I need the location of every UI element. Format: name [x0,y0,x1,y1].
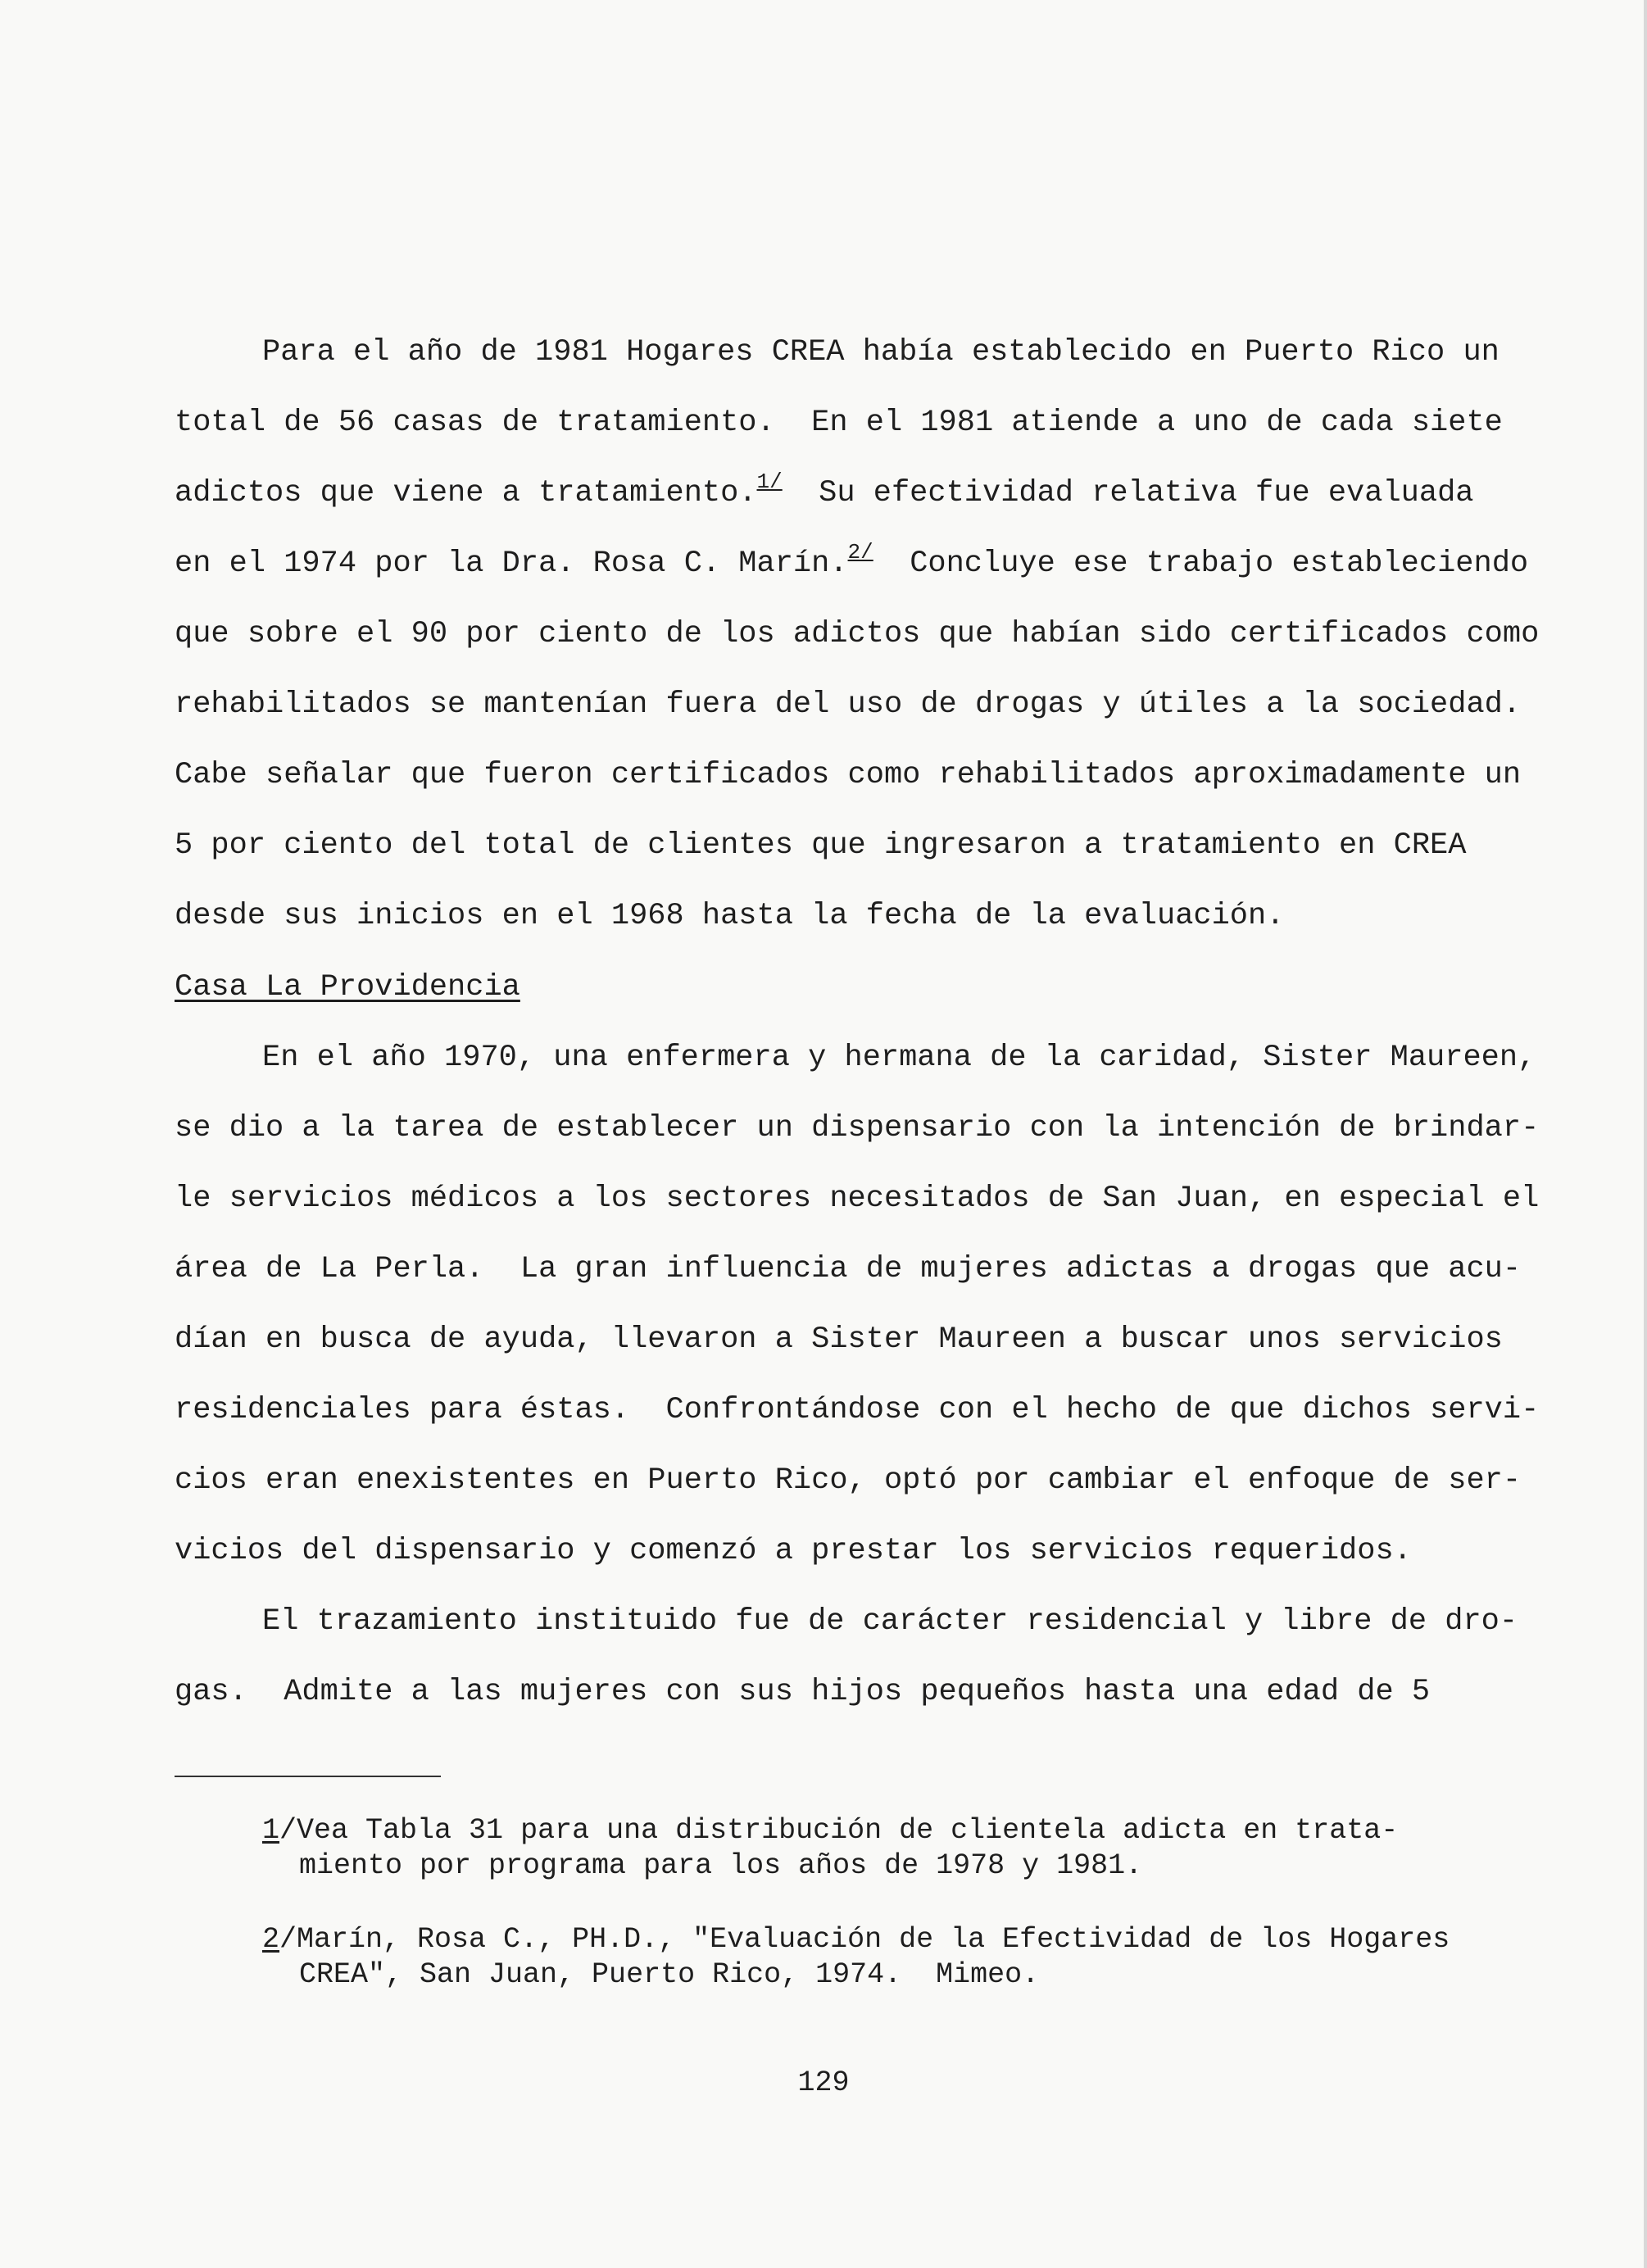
paragraph-line: desde sus inicios en el 1968 hasta la fecha de la evaluación. [175,899,1285,933]
footnote-text: /Vea Tabla 31 para una distribución de clientela adicta en trata- [279,1814,1399,1847]
paragraph-text: Su efectividad relativa fue evaluada [819,476,1474,510]
footnote-text: CREA", San Juan, Puerto Rico, 1974. Mimeo. [299,1958,1040,1991]
paragraph-line: total de 56 casas de tratamiento. En el 1981 atiende a uno de cada siete [175,406,1503,440]
footnote-ref-2: 2/ [847,540,873,565]
paragraph-line [175,469,1474,511]
paragraph-text: en el 1974 por la Dra. Rosa C. Marín. [175,547,848,581]
footnote-number: 2 [262,1923,280,1956]
paragraph-line: En el año 1970, una enfermera y hermana de la caridad, Sister Maureen, [262,1041,1536,1075]
paragraph-line: Para el año de 1981 Hogares CREA había establecido en Puerto Rico un [262,335,1500,370]
paragraph-line: gas. Admite a las mujeres con sus hijos pequeños hasta una edad de 5 [175,1675,1431,1709]
footnote-text: miento por programa para los años de 1978 y 1981. [299,1849,1143,1882]
paragraph-line: área de La Perla. La gran influencia de mujeres adictas a drogas que acu- [175,1252,1522,1286]
paragraph-line: que sobre el 90 por ciento de los adictos que habían sido certificados como [175,617,1540,651]
paragraph-line: vicios del dispensario y comenzó a prestar los servicios requeridos. [175,1534,1412,1568]
footnote-2 [262,1922,1450,1993]
paragraph-line: Cabe señalar que fueron certificados como rehabilitados aproximadamente un [175,758,1522,792]
paragraph-text: adictos que viene a tratamiento. [175,476,757,510]
paragraph-line: El trazamiento instituido fue de carácter residencial y libre de dro- [262,1604,1518,1639]
footnote-separator [175,1776,441,1777]
footnote-1 [262,1813,1398,1884]
section-heading: Casa La Providencia [175,970,520,1005]
paragraph-text: Concluye ese trabajo estableciendo [910,547,1529,581]
paragraph-line: rehabilitados se mantenían fuera del uso de drogas y útiles a la sociedad. [175,687,1522,722]
paragraph-line [175,540,1529,582]
footnote-number: 1 [262,1814,280,1847]
paragraph-line: se dio a la tarea de establecer un dispensario con la intención de brindar- [175,1111,1540,1145]
paragraph-line: cios eran enexistentes en Puerto Rico, optó por cambiar el enfoque de ser- [175,1463,1522,1498]
footnote-text: /Marín, Rosa C., PH.D., "Evaluación de la Efectividad de los Hogares [279,1923,1450,1956]
paragraph-line: dían en busca de ayuda, llevaron a Sister Maureen a buscar unos servicios [175,1322,1503,1357]
paragraph-line: 5 por ciento del total de clientes que ingresaron a tratamiento en CREA [175,828,1467,863]
paragraph-line: le servicios médicos a los sectores necesitados de San Juan, en especial el [175,1182,1540,1216]
paragraph-line: residenciales para éstas. Confrontándose con el hecho de que dichos servi- [175,1393,1540,1427]
footnote-ref-1: 1/ [756,469,783,494]
page-number: 129 [797,2066,850,2099]
